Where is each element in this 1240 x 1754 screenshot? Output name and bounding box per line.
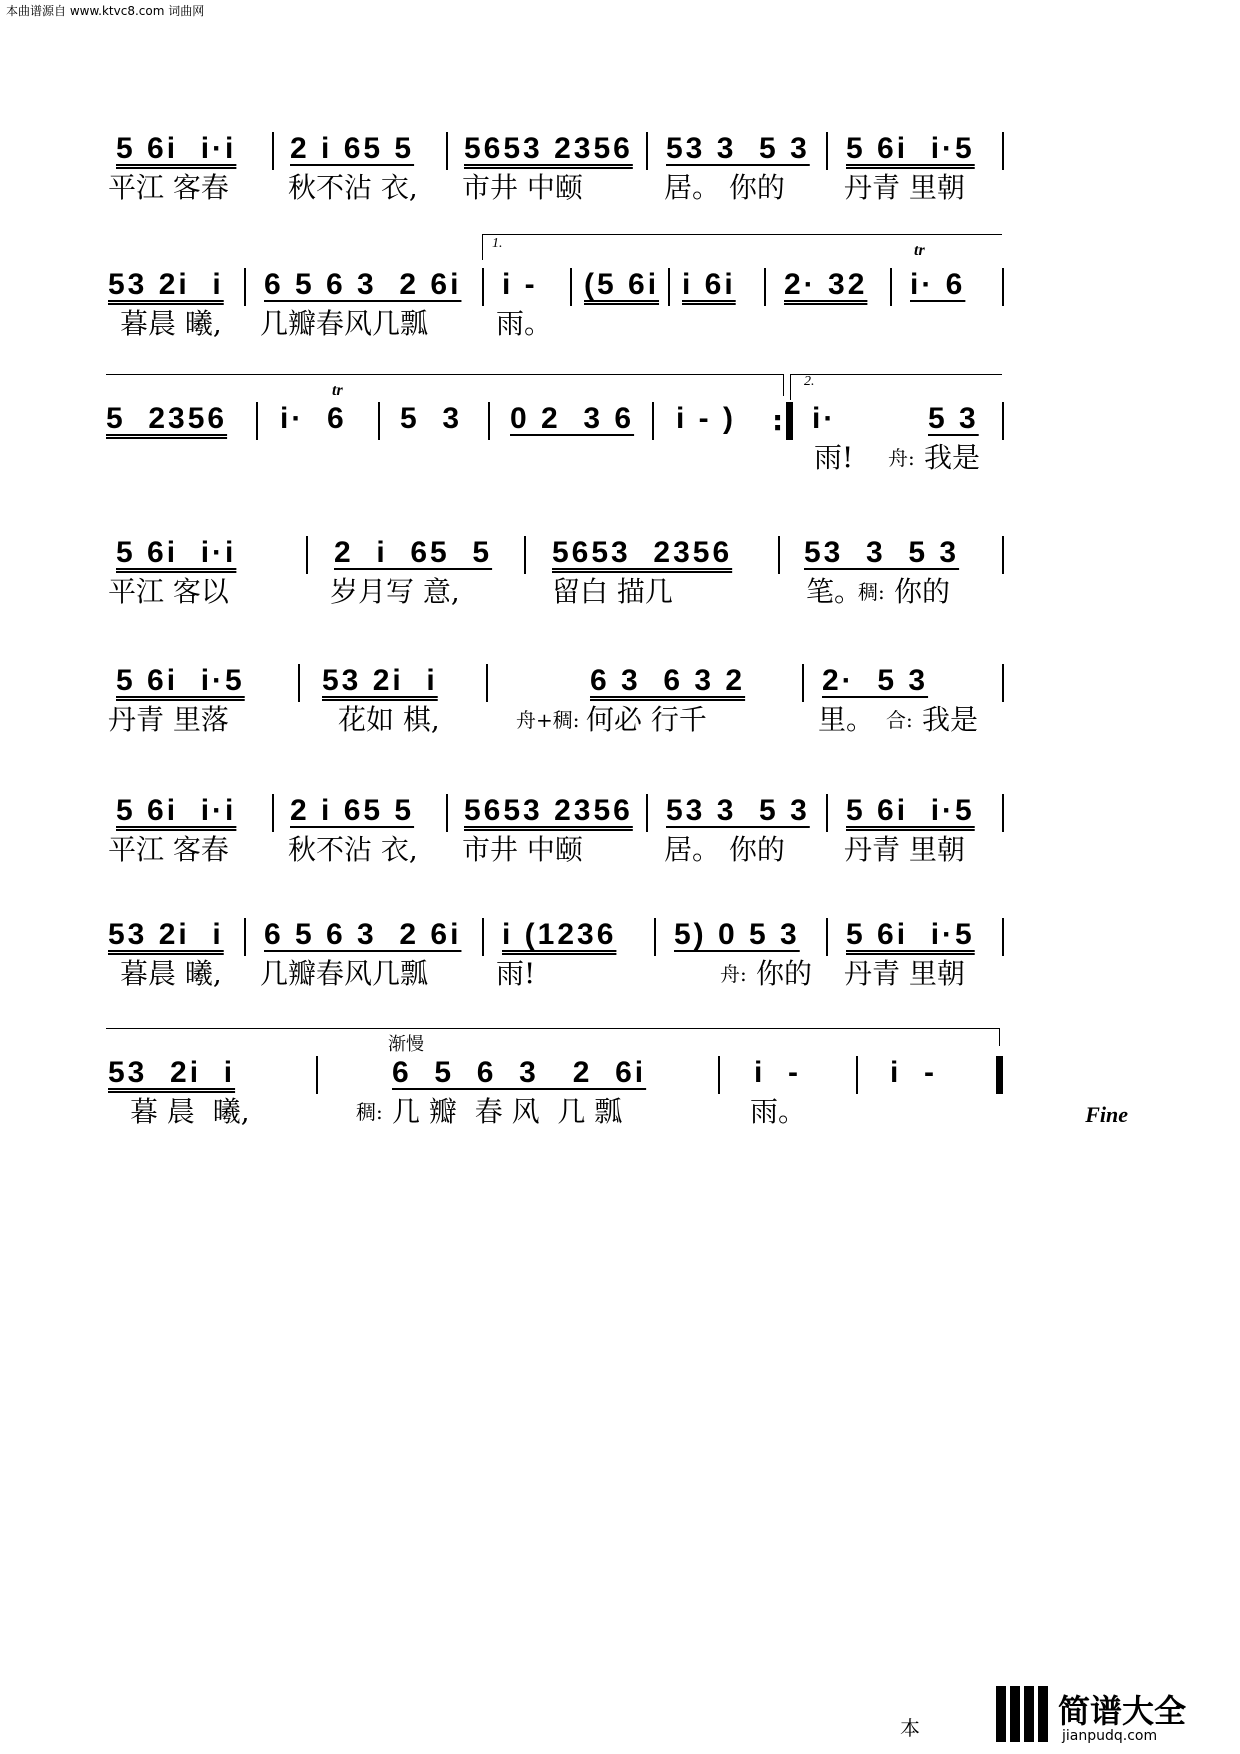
barline — [378, 402, 380, 440]
lyric-segment: 丹青 里朝 — [844, 833, 965, 866]
measure: 5 3 — [928, 402, 979, 435]
measure: 5 2356 — [106, 402, 228, 435]
measure: i - — [502, 268, 538, 301]
barline — [272, 132, 274, 170]
role-label: 舟: — [720, 962, 747, 986]
lyric-segment: 几瓣春风几瓢 — [260, 307, 429, 340]
notation-row — [0, 262, 1240, 308]
final-barline — [996, 1056, 1003, 1094]
measure: 53 2i i — [108, 918, 224, 951]
watermark-title: 简谱大全 — [1058, 1692, 1187, 1730]
barline — [486, 664, 488, 702]
lyric-segment: 几 瓣 春 风 几 瓢 — [392, 1095, 623, 1128]
lyric-segment: 居。 你的 — [664, 171, 785, 204]
lyric-segment: 市井 中颐 — [462, 171, 583, 204]
lyric-segment: 笔。 — [806, 575, 863, 608]
lyric-segment: 暮 晨 曦, — [130, 1095, 250, 1128]
measure: i - — [754, 1056, 801, 1089]
lyric-segment: 你的 — [894, 575, 951, 608]
measure: 6 5 6 3 2 6i — [264, 918, 462, 951]
measure: 5 6i i·5 — [846, 794, 975, 827]
barline — [446, 132, 448, 170]
barline — [1002, 536, 1004, 574]
measure: 2 i 65 5 — [334, 536, 493, 569]
barline — [668, 268, 670, 306]
lyric-segment: 何必 行千 — [586, 703, 707, 736]
barline — [298, 664, 300, 702]
role-label: 稠: — [356, 1100, 383, 1124]
barline — [764, 268, 766, 306]
lyric-segment: 你的 — [756, 957, 813, 990]
barline — [826, 794, 828, 832]
barline — [646, 794, 648, 832]
barline — [826, 132, 828, 170]
barline — [802, 664, 804, 702]
volta-1-bracket-left — [482, 234, 483, 260]
measure: 53 2i i — [108, 268, 224, 301]
barline — [482, 268, 484, 306]
measure: 53 2i i — [322, 664, 438, 697]
measure: i· 6 — [280, 402, 347, 435]
barline — [570, 268, 572, 306]
piano-keys-icon — [996, 1686, 1056, 1742]
measure: 5 6i i·i — [116, 794, 237, 827]
measure: 2 i 65 5 — [290, 794, 415, 827]
barline — [306, 536, 308, 574]
measure: 6 5 6 3 2 6i — [392, 1056, 647, 1089]
volta-1-label: 1. — [492, 236, 503, 251]
measure: 5 6i i·5 — [116, 664, 245, 697]
measure: 5 6i i·5 — [846, 132, 975, 165]
staff-line — [106, 374, 784, 375]
lyric-row — [0, 168, 1240, 208]
notation-row — [0, 788, 1240, 834]
lyric-segment: 岁月写 意, — [330, 575, 460, 608]
lyric-segment: 里。 — [818, 703, 875, 736]
measure: 2· 5 3 — [822, 664, 929, 697]
measure: 53 3 5 3 — [666, 132, 810, 165]
measure: 2· 32 — [784, 268, 868, 301]
measure: 0 2 3 6 — [510, 402, 635, 435]
notation-row — [0, 396, 1240, 442]
lyric-segment: 留白 描几 — [552, 575, 673, 608]
barline — [446, 794, 448, 832]
barline — [1002, 918, 1004, 956]
lyric-segment: 丹青 里朝 — [844, 957, 965, 990]
barline — [488, 402, 490, 440]
lyric-segment: 雨。 — [750, 1095, 807, 1128]
trill-mark: tr — [332, 382, 343, 399]
measure: 2 i 65 5 — [290, 132, 415, 165]
measure: 5653 2356 — [464, 794, 633, 827]
watermark-prefix: 本 — [900, 1716, 920, 1740]
volta-2-bracket — [790, 374, 1002, 375]
measure: 5 3 — [400, 402, 463, 435]
measure: 5 6i i·i — [116, 536, 237, 569]
watermark-site: jianpudq.com — [1062, 1728, 1158, 1744]
lyric-segment: 平江 客春 — [108, 171, 229, 204]
staff-line-end — [783, 374, 784, 396]
measure: 53 3 5 3 — [804, 536, 960, 569]
lyric-segment: 花如 棋, — [338, 703, 440, 736]
source-header: 本曲谱源自 www.ktvc8.com 词曲网 — [6, 4, 205, 18]
notation-row — [0, 1050, 1240, 1096]
barline — [654, 918, 656, 956]
measure: i - ) — [676, 402, 736, 435]
volta-2-label: 2. — [804, 374, 815, 389]
lyric-segment: 市井 中颐 — [462, 833, 583, 866]
barline — [646, 132, 648, 170]
barline — [652, 402, 654, 440]
barline — [244, 918, 246, 956]
lyric-segment: 我是 — [924, 441, 981, 474]
lyric-segment: 平江 客春 — [108, 833, 229, 866]
measure: 5653 2356 — [552, 536, 733, 569]
site-watermark — [900, 1686, 1236, 1746]
notation-row — [0, 912, 1240, 958]
lyric-row — [0, 700, 1240, 740]
lyric-row — [0, 954, 1240, 994]
measure: (5 6i — [584, 268, 660, 301]
barline — [1002, 132, 1004, 170]
lyric-row — [0, 572, 1240, 612]
lyric-segment: 丹青 里落 — [108, 703, 229, 736]
measure: 5653 2356 — [464, 132, 633, 165]
measure: i (1236 — [502, 918, 617, 951]
lyric-segment: 平江 客以 — [108, 575, 229, 608]
measure: 5) 0 5 3 — [674, 918, 800, 951]
lyric-segment: 秋不沾 衣, — [288, 833, 418, 866]
measure: i - — [890, 1056, 937, 1089]
lyric-row — [0, 438, 1240, 478]
role-label: 舟+稠: — [516, 708, 580, 732]
lyric-segment: 暮晨 曦, — [120, 307, 222, 340]
notation-row — [0, 126, 1240, 172]
lyric-segment: 我是 — [922, 703, 979, 736]
role-label: 舟: — [888, 446, 915, 470]
barline — [826, 918, 828, 956]
lyric-segment: 雨! — [496, 957, 536, 990]
measure: 6 5 6 3 2 6i — [264, 268, 462, 301]
role-label: 合: — [886, 708, 913, 732]
lyric-segment: 秋不沾 衣, — [288, 171, 418, 204]
lyric-row — [0, 830, 1240, 870]
measure: i 6i — [682, 268, 736, 301]
barline — [272, 794, 274, 832]
notation-row — [0, 530, 1240, 576]
staff-line-end — [999, 1028, 1000, 1046]
barline — [890, 268, 892, 306]
measure: 53 2i i — [108, 1056, 236, 1089]
barline — [1002, 794, 1004, 832]
lyric-segment: 雨! — [814, 441, 854, 474]
measure: 53 3 5 3 — [666, 794, 810, 827]
barline — [244, 268, 246, 306]
volta-1-bracket — [482, 234, 1002, 235]
measure: 5 6i i·5 — [846, 918, 975, 951]
barline — [256, 402, 258, 440]
measure: i· — [812, 402, 837, 435]
barline — [1002, 664, 1004, 702]
barline — [1002, 402, 1004, 440]
staff-line — [106, 1028, 1000, 1029]
lyric-segment: 暮晨 曦, — [120, 957, 222, 990]
lyric-row — [0, 304, 1240, 344]
barline — [1002, 268, 1004, 306]
barline — [482, 918, 484, 956]
lyric-segment: 几瓣春风几瓢 — [260, 957, 429, 990]
lyric-segment: 雨。 — [496, 307, 553, 340]
lyric-segment: 居。 你的 — [664, 833, 785, 866]
lyric-segment: 丹青 里朝 — [844, 171, 965, 204]
measure: 6 3 6 3 2 — [590, 664, 746, 697]
repeat-end-barline — [786, 402, 793, 440]
barline — [524, 536, 526, 574]
role-label: 稠: — [858, 580, 885, 604]
tempo-mark: 渐慢 — [388, 1034, 424, 1055]
barline — [718, 1056, 720, 1094]
measure: 5 6i i·i — [116, 132, 237, 165]
notation-row — [0, 658, 1240, 704]
measure: i· 6 — [910, 268, 966, 301]
fine-mark: Fine — [1085, 1102, 1128, 1127]
trill-mark: tr — [914, 242, 925, 259]
barline — [316, 1056, 318, 1094]
lyric-row — [0, 1092, 1240, 1132]
barline — [778, 536, 780, 574]
barline — [856, 1056, 858, 1094]
